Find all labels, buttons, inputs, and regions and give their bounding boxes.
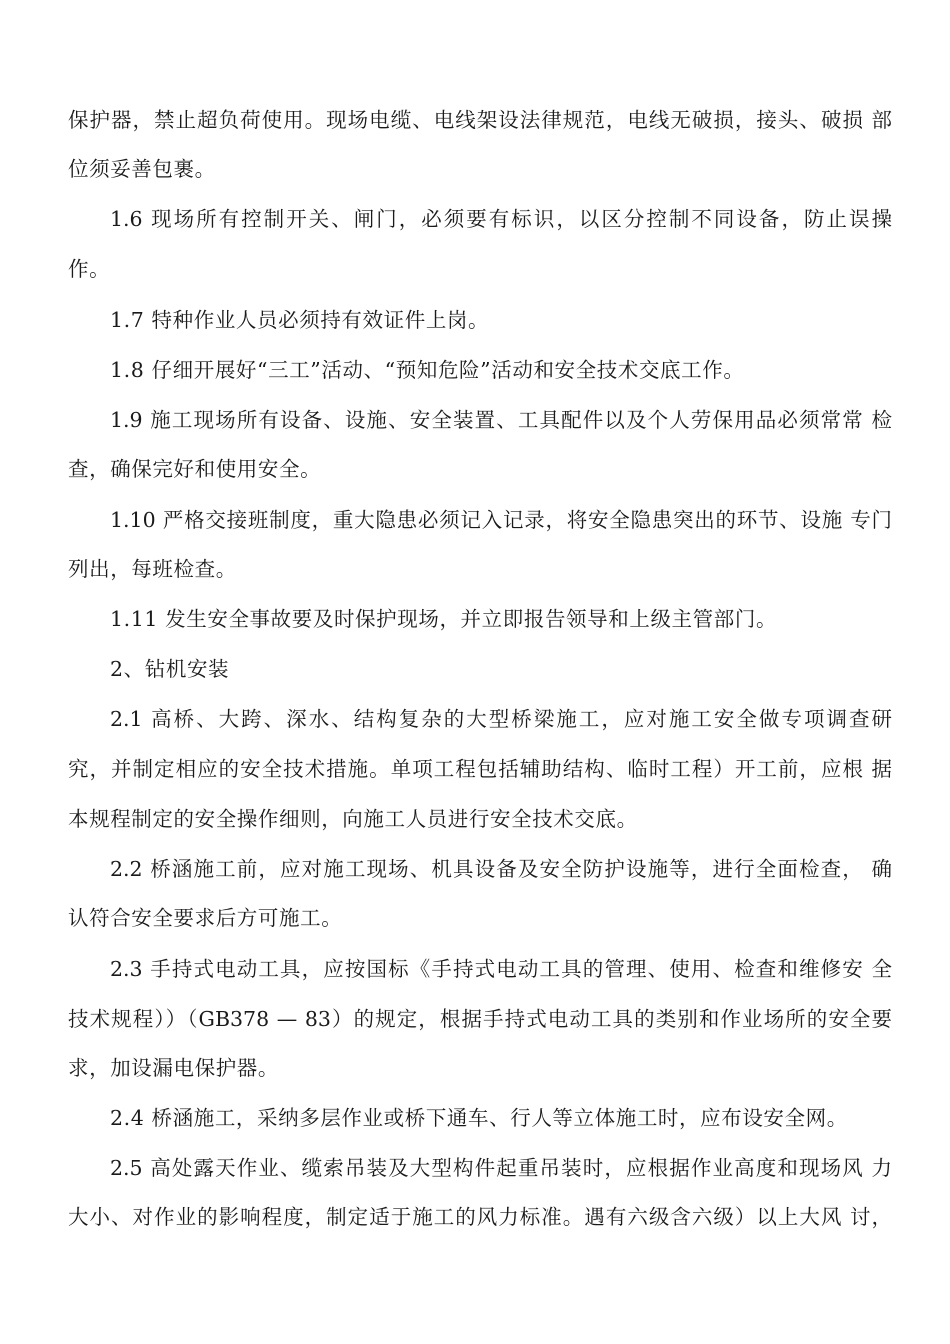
text-line-5: 1.7 特种作业人员必须持有效证件上岗。: [110, 308, 490, 332]
text-line-16: 2.2 桥涵施工前，应对施工现场、机具设备及安全防护设施等，进行全面检查， 确: [110, 857, 892, 881]
text-line-19: 技术规程））（GB378 — 83）的规定，根据手持式电动工具的类别和作业场所的安全要: [68, 1007, 892, 1031]
text-line-4: 作。: [68, 257, 111, 281]
text-line-8: 查，确保完好和使用安全。: [68, 457, 322, 481]
text-line-23: 大小、对作业的影响程度，制定适于施工的风力标准。遇有六级含六级）以上大风 讨，: [68, 1205, 892, 1229]
text-line-11: 1.11 发生安全事故要及时保护现场，并立即报告领导和上级主管部门。: [110, 607, 778, 631]
text-line-22: 2.5 高处露天作业、缆索吊装及大型构件起重吊装时，应根据作业高度和现场风 力: [110, 1156, 892, 1180]
text-line-7: 1.9 施工现场所有设备、设施、安全装置、工具配件以及个人劳保用品必须常常 检: [110, 408, 892, 432]
text-line-6: 1.8 仔细开展好“三工”活动、“预知危险”活动和安全技术交底工作。: [110, 358, 745, 382]
text-line-1: 保护器，禁止超负荷使用。现场电缆、电线架设法律规范，电线无破损，接头、破损 部: [68, 108, 892, 132]
text-line-13: 2.1 高桥、大跨、深水、结构复杂的大型桥梁施工，应对施工安全做专项调查研: [110, 707, 892, 731]
text-line-15: 本规程制定的安全操作细则，向施工人员进行安全技术交底。: [68, 807, 638, 831]
text-line-14: 究，并制定相应的安全技术措施。单项工程包括辅助结构、临时工程）开工前，应根 据: [68, 757, 892, 781]
text-line-2: 位须妥善包裹。: [68, 157, 216, 181]
text-line-21: 2.4 桥涵施工，采纳多层作业或桥下通车、行人等立体施工时，应布设安全网。: [110, 1106, 848, 1130]
text-line-18: 2.3 手持式电动工具，应按国标《手持式电动工具的管理、使用、检查和维修安 全: [110, 957, 892, 981]
section-heading: 2、钻机安装: [110, 657, 230, 681]
text-line-10: 列出，每班检查。: [68, 557, 237, 581]
text-line-9: 1.10 严格交接班制度，重大隐患必须记入记录，将安全隐患突出的环节、设施 专门: [110, 508, 892, 532]
text-line-3: 1.6 现场所有控制开关、闸门，必须要有标识，以区分控制不同设备，防止误操: [110, 207, 892, 231]
text-line-17: 认符合安全要求后方可施工。: [68, 906, 343, 930]
text-line-20: 求，加设漏电保护器。: [68, 1056, 279, 1080]
